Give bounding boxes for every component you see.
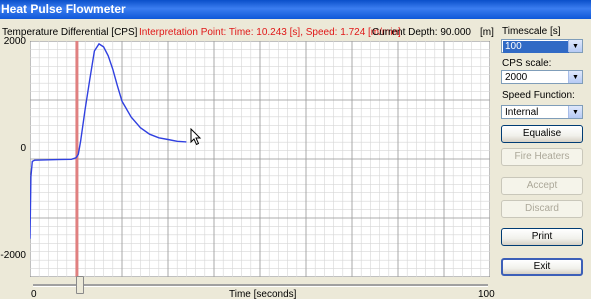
equalise-button[interactable]: Equalise [501,125,583,143]
cps-scale-select[interactable] [501,70,583,84]
chevron-down-icon[interactable]: ▼ [568,71,582,83]
window-title: Heat Pulse Flowmeter [1,2,126,16]
timescale-value: 100 [503,41,569,53]
y-tick-label: 0 [20,143,26,154]
current-depth-readout: Current Depth: 90.000 [372,27,471,38]
speed-function-label: Speed Function: [502,90,575,101]
flowmeter-plot[interactable] [30,41,490,277]
depth-unit-label: [m] [480,27,494,38]
discard-button[interactable]: Discard [501,200,583,218]
print-button[interactable]: Print [501,228,583,246]
x-tick-label: 100 [478,289,495,300]
timescale-select[interactable] [501,39,583,53]
mouse-cursor-icon [190,128,202,146]
chevron-down-icon[interactable]: ▼ [568,40,582,52]
timescale-label: Timescale [s] [502,26,561,37]
y-tick-label: -2000 [0,250,26,261]
chevron-down-icon[interactable]: ▼ [568,106,582,118]
y-tick-label: 2000 [3,36,26,47]
speed-function-value: Internal [505,107,539,118]
accept-button[interactable]: Accept [501,177,583,195]
cps-scale-value: 2000 [505,72,528,83]
x-tick-label: 0 [31,289,37,300]
fire-heaters-button[interactable]: Fire Heaters [501,148,583,166]
exit-button[interactable]: Exit [501,258,583,276]
cps-scale-label: CPS scale: [502,58,552,69]
x-axis-label: Time [seconds] [229,289,297,300]
time-slider-track[interactable] [33,284,488,287]
interpretation-marker [75,41,78,277]
plot-title: Temperature Differential [CPS] [2,27,138,38]
window-title-bar[interactable] [0,0,591,19]
speed-function-select[interactable] [501,105,583,119]
time-slider-thumb[interactable] [76,276,84,294]
main-panel [0,19,591,299]
interpretation-point-readout: Interpretation Point: Time: 10.243 [s], Speed: 1.724 [m/min] [139,27,401,38]
